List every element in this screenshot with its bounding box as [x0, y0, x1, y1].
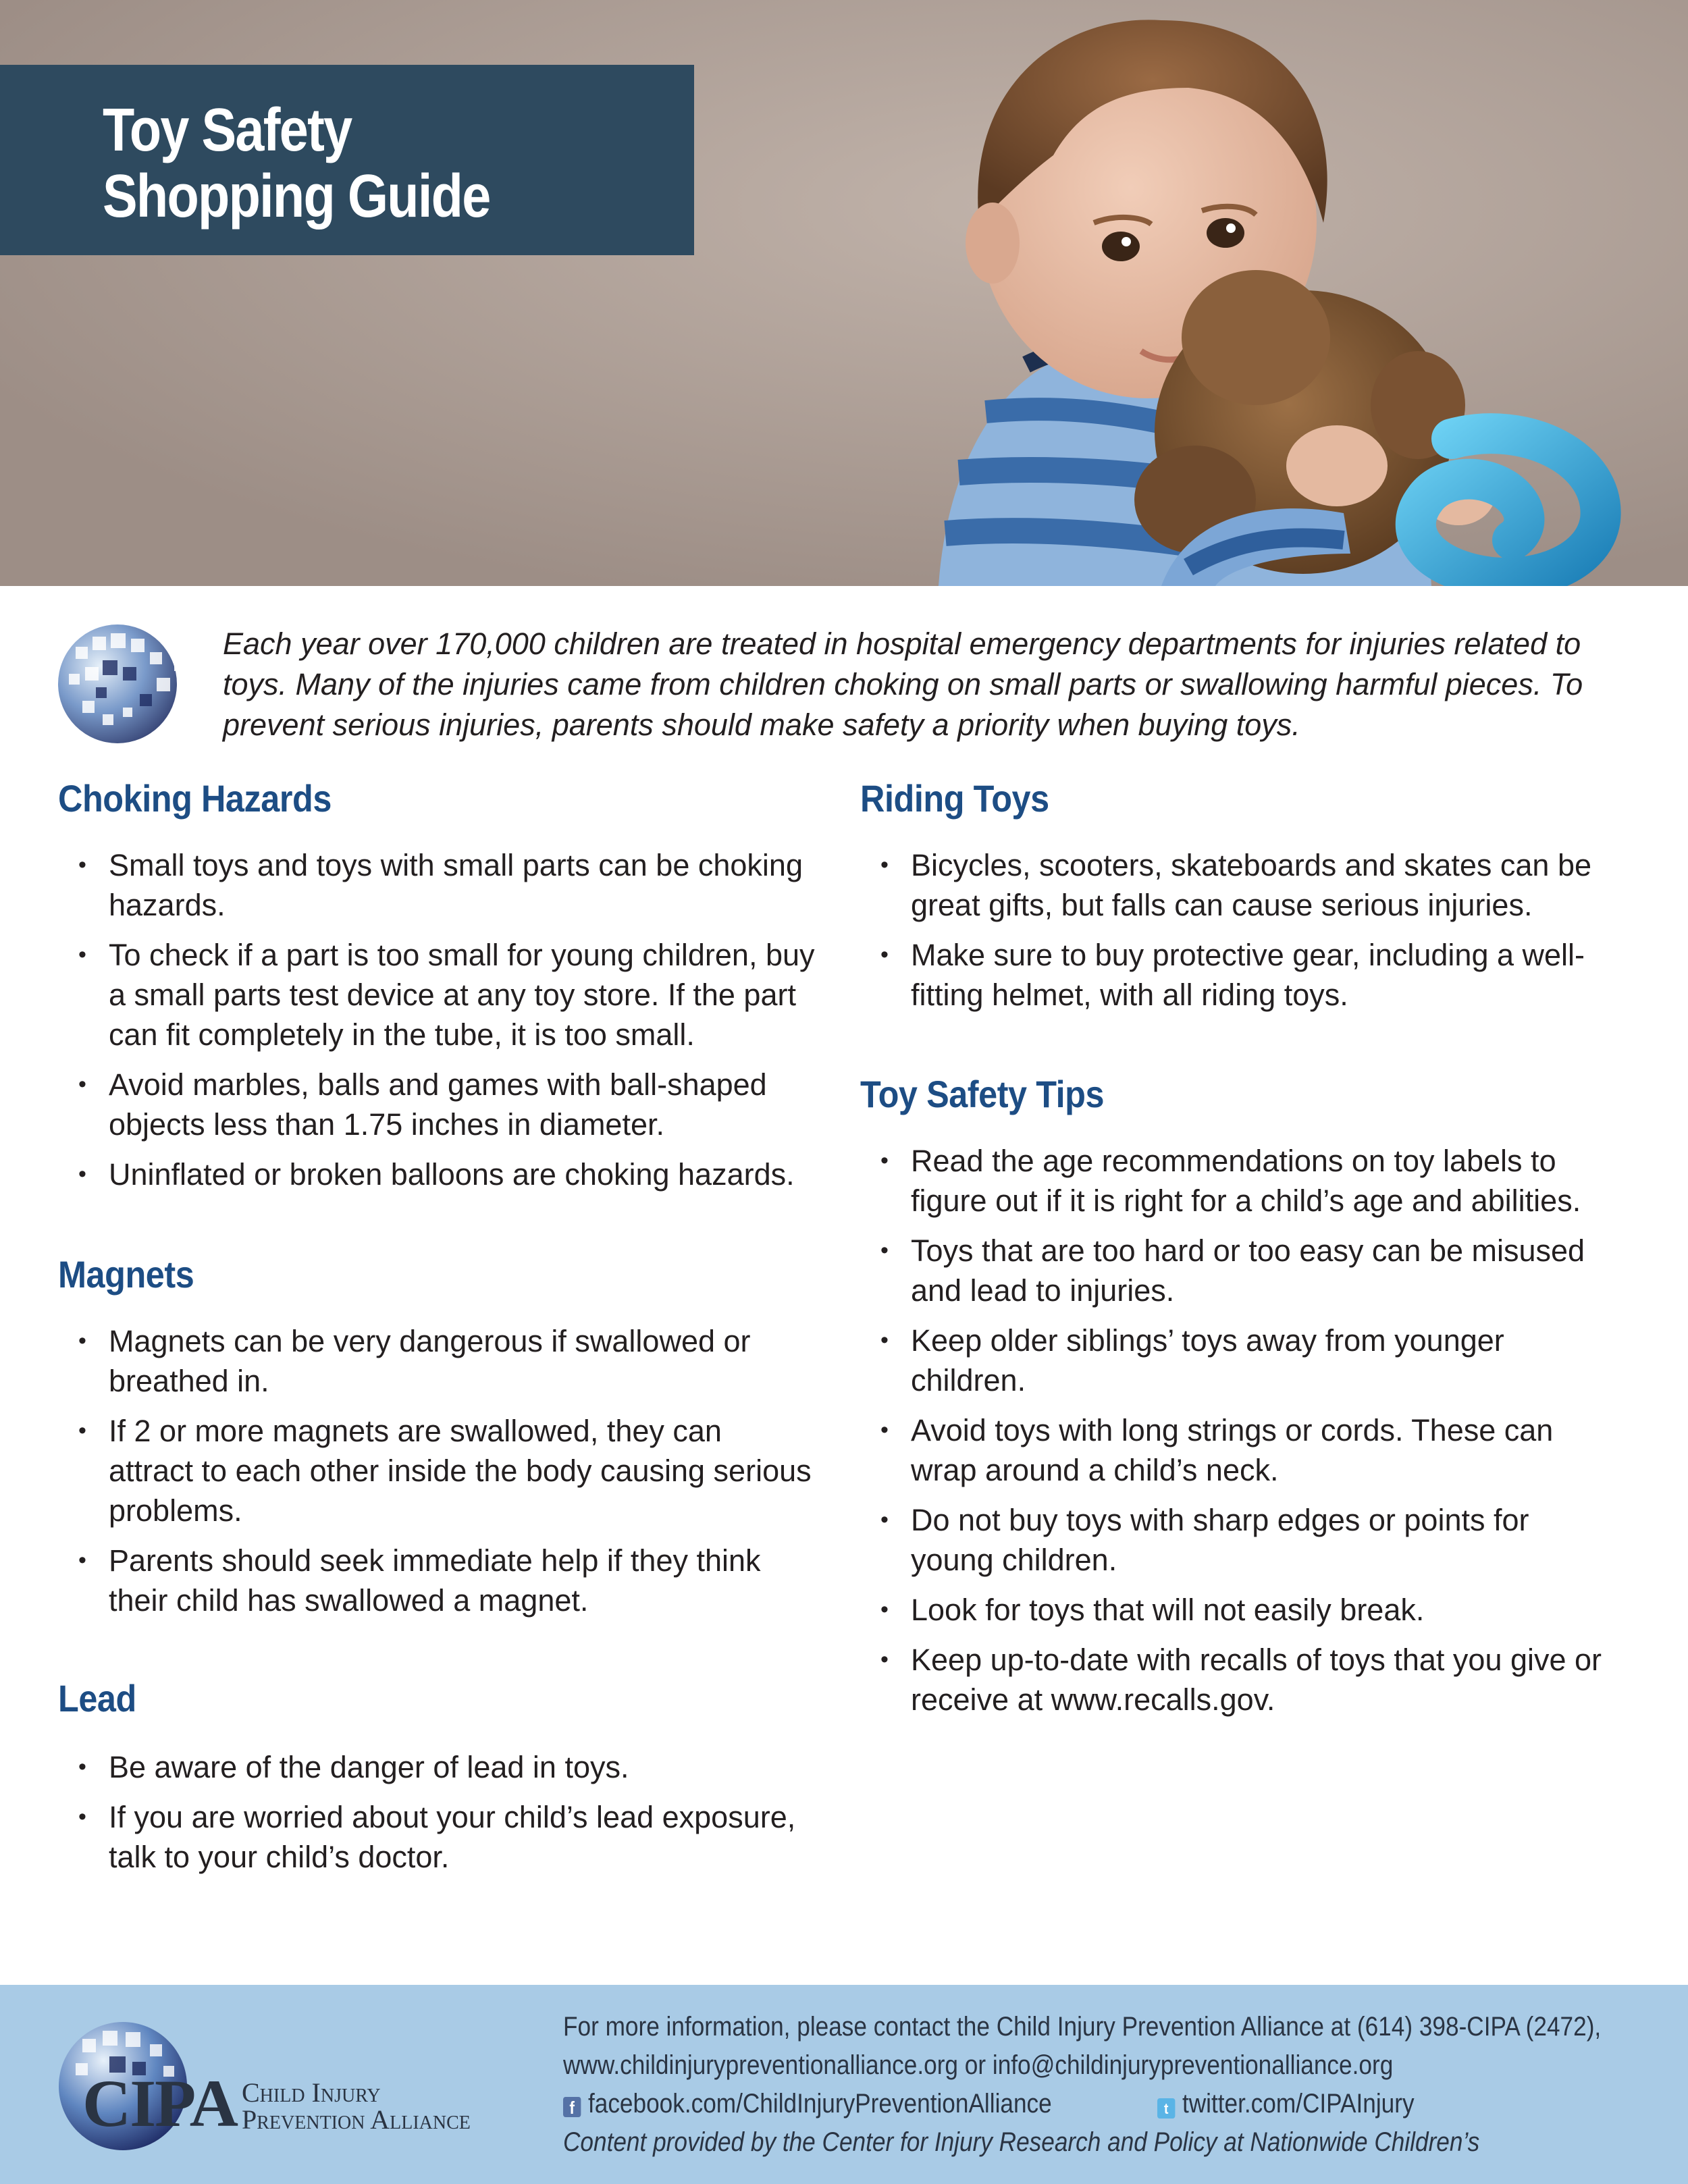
section-heading-choking-hazards: Choking Hazards	[58, 777, 332, 820]
list-item: • Avoid toys with long strings or cords. These can wrap around a child’s neck.	[880, 1413, 1554, 1487]
riding-toys-list	[860, 845, 1591, 1025]
cipa-logo-word: CIPA	[82, 2066, 238, 2141]
intro-line: prevent serious injuries, parents should make safety a priority when buying toys.	[223, 708, 1300, 742]
twitter-url: twitter.com/CIPAInjury	[1182, 2089, 1415, 2119]
page-title-line-1: Toy Safety	[103, 97, 352, 164]
hero-photo	[0, 0, 1688, 586]
lead-list	[58, 1747, 795, 1887]
cipa-globe-icon	[55, 620, 190, 748]
list-item: • Do not buy toys with sharp edges or points for young children.	[880, 1503, 1529, 1577]
list-item: • Avoid marbles, balls and games with ball-shaped objects less than 1.75 inches in diameter.	[78, 1067, 767, 1142]
twitter-icon: t	[1157, 2098, 1175, 2119]
list-item: • Toys that are too hard or too easy can be misused and lead to injuries.	[880, 1233, 1585, 1308]
choking-hazards-list	[58, 845, 815, 1204]
list-item: • If 2 or more magnets are swallowed, they can attract to each other inside the body causing serious problems.	[78, 1414, 812, 1528]
list-item: • Keep older siblings’ toys away from younger children.	[880, 1323, 1504, 1397]
org-name-line-1: Child Injury	[242, 2077, 381, 2108]
facebook-link[interactable]	[563, 2085, 1052, 2123]
intro-paragraph	[223, 624, 1641, 745]
cipa-org-name	[242, 2079, 471, 2133]
list-item: • Read the age recommendations on toy labels to figure out if it is right for a child’s age and abilities.	[880, 1144, 1581, 1218]
section-heading-lead: Lead	[58, 1677, 136, 1720]
facebook-url: facebook.com/ChildInjuryPreventionAlliance	[587, 2089, 1052, 2119]
section-heading-magnets: Magnets	[58, 1253, 194, 1296]
list-item: • Look for toys that will not easily break.	[880, 1593, 1425, 1627]
toy-safety-tips-list	[860, 1141, 1602, 1730]
list-item: • Be aware of the danger of lead in toys.	[78, 1750, 629, 1784]
list-item: • Keep up-to-date with recalls of toys that you give or receive at www.recalls.gov.	[880, 1643, 1602, 1717]
intro-line: Each year over 170,000 children are treated in hospital emergency departments for injuries related to	[223, 627, 1581, 661]
list-item: • Parents should seek immediate help if they think their child has swallowed a magnet.	[78, 1543, 761, 1618]
section-heading-toy-safety-tips: Toy Safety Tips	[860, 1073, 1105, 1115]
footer	[0, 1985, 1688, 2184]
list-item: • Magnets can be very dangerous if swallowed or breathed in.	[78, 1324, 751, 1398]
social-links	[563, 2085, 1670, 2123]
list-item: • To check if a part is too small for young children, buy a small parts test device at any toy store. If the part can fit completely in the tube, it is too small.	[78, 938, 815, 1052]
section-heading-riding-toys: Riding Toys	[860, 777, 1049, 820]
intro-line: toys. Many of the injuries came from children choking on small parts or swallowing harmful pieces. To	[223, 667, 1583, 701]
twitter-link[interactable]	[1157, 2085, 1415, 2123]
list-item: • Small toys and toys with small parts can be choking hazards.	[78, 848, 803, 922]
magnets-list	[58, 1321, 812, 1630]
list-item: • If you are worried about your child’s lead exposure, talk to your child’s doctor.	[78, 1800, 796, 1874]
website-email-line[interactable]: www.childinjurypreventionalliance.org or info@childinjurypreventionalliance.org	[563, 2050, 1394, 2080]
footer-contact-block	[563, 2008, 1670, 2162]
content-credit: Content provided by the Center for Injury Research and Policy at Nationwide Children’s	[563, 2127, 1480, 2157]
list-item: • Bicycles, scooters, skateboards and skates can be great gifts, but falls can cause serious injuries.	[880, 848, 1592, 922]
page-title-line-2: Shopping Guide	[103, 163, 490, 230]
list-item: • Uninflated or broken balloons are choking hazards.	[78, 1157, 795, 1192]
list-item: • Make sure to buy protective gear, including a well- fitting helmet, with all riding toys.	[880, 938, 1585, 1012]
title-banner	[0, 65, 694, 255]
facebook-icon: f	[563, 2097, 581, 2117]
contact-line: For more information, please contact the Child Injury Prevention Alliance at (614) 398-CIPA (2472),	[563, 2012, 1602, 2042]
org-name-line-2: Prevention Alliance	[242, 2104, 471, 2135]
